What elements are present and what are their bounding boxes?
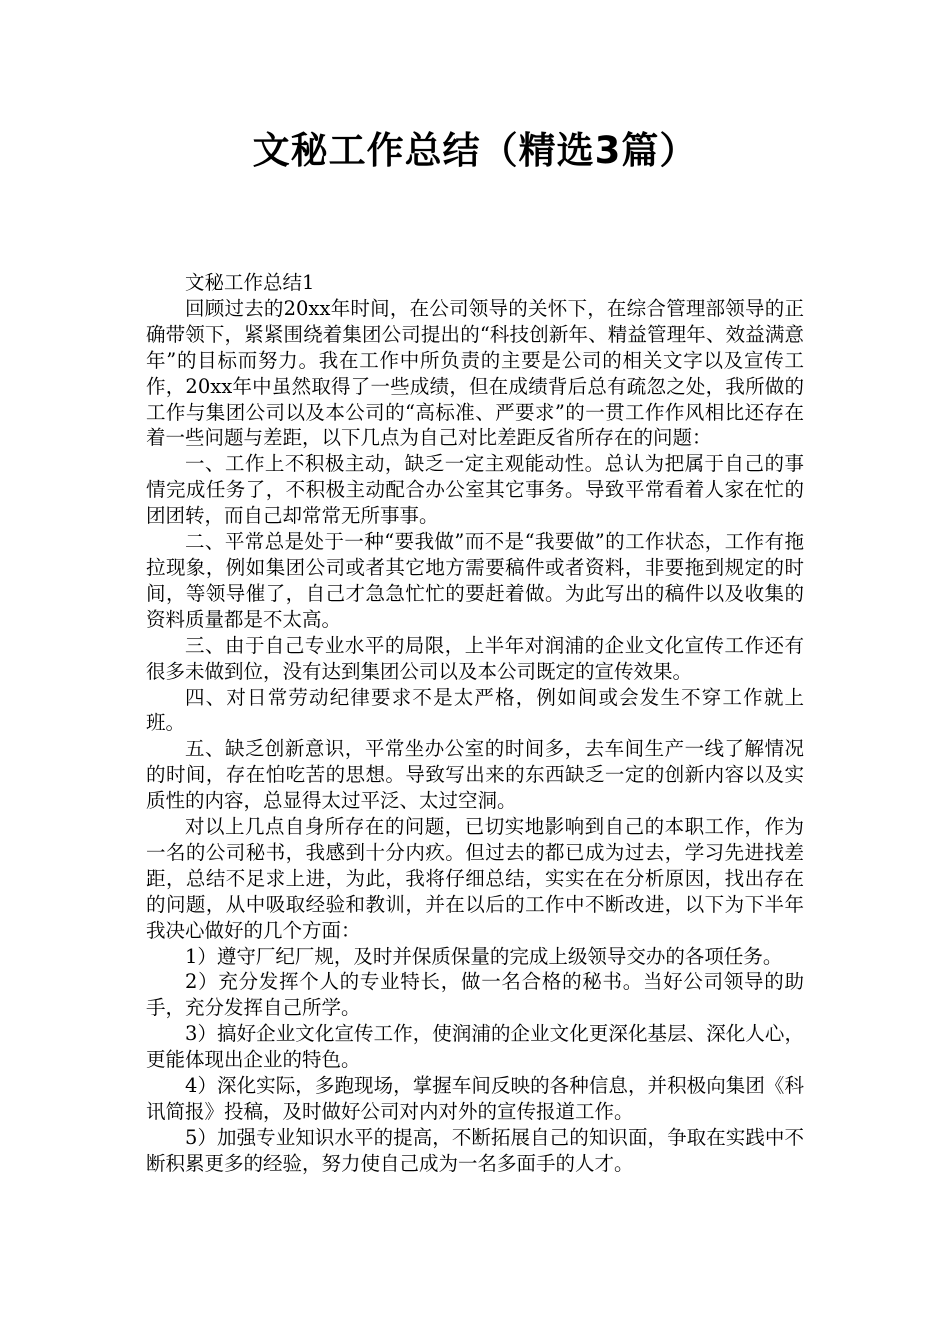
paragraph: 一、工作上不积极主动，缺乏一定主观能动性。总认为把属于自己的事情完成任务了，不积极主动配合办公室其它事务。导致平常看着人家在忙的团团转，而自己却常常无所事事。 <box>146 452 804 528</box>
section-heading: 文秘工作总结1 <box>185 271 315 294</box>
list-item: 5）加强专业知识水平的提高，不断拓展自己的知识面，争取在实践中不断积累更多的经验，努力使自己成为一名多面手的人才。 <box>146 1125 804 1175</box>
list-item: 3）搞好企业文化宣传工作，使润浦的企业文化更深化基层、深化人心，更能体现出企业的特色。 <box>146 1022 804 1072</box>
paragraph: 三、由于自己专业水平的局限，上半年对润浦的企业文化宣传工作还有很多未做到位，没有达到集团公司以及本公司既定的宣传效果。 <box>146 633 804 683</box>
paragraph: 二、平常总是处于一种“要我做”而不是“我要做”的工作状态，工作有拖拉现象，例如集团公司或者其它地方需要稿件或者资料，非要拖到规定的时间，等领导催了，自己才急急忙忙的要赶着做。为此写出的稿件以及收集的资料质量都是不太高。 <box>146 530 804 631</box>
list-item: 1）遵守厂纪厂规，及时并保质保量的完成上级领导交办的各项任务。 <box>185 944 783 968</box>
document-body <box>146 270 804 1177</box>
paragraph: 四、对日常劳动纪律要求不是太严格，例如间或会发生不穿工作就上班。 <box>146 685 804 735</box>
paragraph: 五、缺乏创新意识，平常坐办公室的时间多，去车间生产一线了解情况的时间，存在怕吃苦的思想。导致写出来的东西缺乏一定的创新内容以及实质性的内容，总显得太过平泛、太过空洞。 <box>146 737 804 813</box>
list-item: 2）充分发挥个人的专业特长，做一名合格的秘书。当好公司领导的助手，充分发挥自己所学。 <box>146 970 804 1020</box>
list-item: 4）深化实际，多跑现场，掌握车间反映的各种信息，并积极向集团《科讯简报》投稿，及时做好公司对内对外的宣传报道工作。 <box>146 1074 804 1123</box>
paragraph: 回顾过去的20xx年时间，在公司领导的关怀下，在综合管理部领导的正确带领下，紧紧围绕着集团公司提出的“科技创新年、精益管理年、效益满意年”的目标而努力。我在工作中所负责的主要是公司的相关文字以及宣传工作，20xx年中虽然取得了一些成绩，但在成绩背后总有疏忽之处，我所做的工作与集团公司以及本公司的“高标准、严要求”的一贯工作作风相比还存在着一些问题与差距，以下几点为自己对比差距反省所存在的问题： <box>146 296 804 450</box>
paragraph: 对以上几点自身所存在的问题，已切实地影响到自己的本职工作，作为一名的公司秘书，我感到十分内疚。但过去的都已成为过去，学习先进找差距，总结不足求上进，为此，我将仔细总结，实实在在分析原因，找出存在的问题，从中吸取经验和教训，并在以后的工作中不断改进，以下为下半年我决心做好的几个方面： <box>146 815 804 942</box>
document-title: 文秘工作总结（精选3篇） <box>252 129 698 172</box>
